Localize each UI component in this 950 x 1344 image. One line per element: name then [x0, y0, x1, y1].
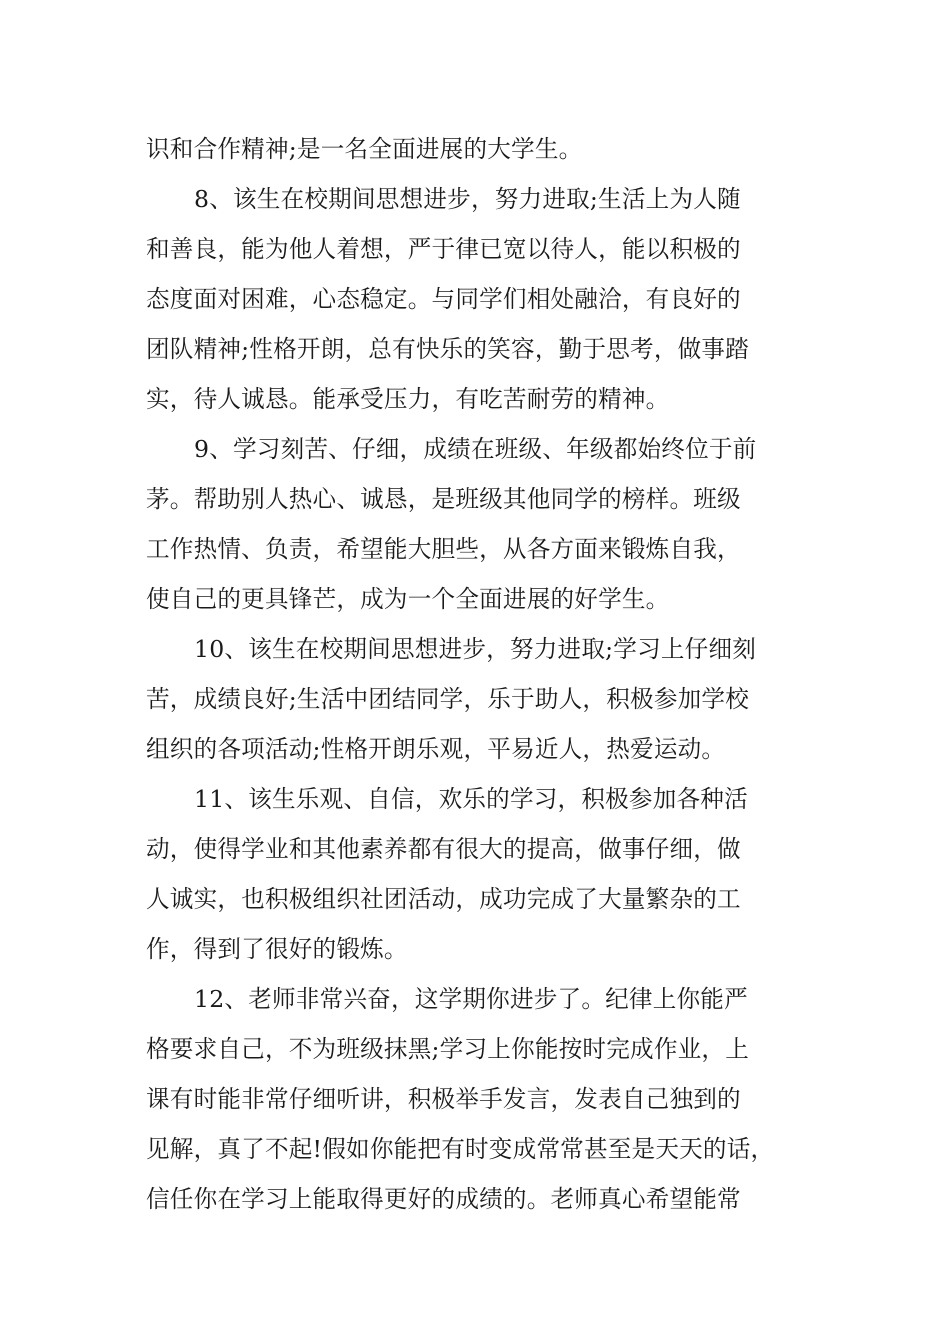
text-line: 和善良，能为他人着想，严于律已宽以待人，能以积极的 [146, 235, 741, 263]
text-line: 10、该生在校期间思想进步，努力进取;学习上仔细刻 [194, 635, 757, 663]
text-line: 格要求自己，不为班级抹黑;学习上你能按时完成作业，上 [146, 1035, 749, 1063]
text-line: 12、老师非常兴奋，这学期你进步了。纪律上你能严 [194, 985, 748, 1013]
document-body [146, 124, 816, 1224]
text-line: 9、学习刻苦、仔细，成绩在班级、年级都始终位于前 [194, 435, 757, 463]
text-line: 态度面对困难，心态稳定。与同学们相处融洽，有良好的 [146, 285, 741, 313]
text-line: 使自己的更具锋芒，成为一个全面进展的好学生。 [146, 585, 670, 613]
text-line: 11、该生乐观、自信，欢乐的学习，积极参加各种活 [194, 785, 748, 813]
text-line: 课有时能非常仔细听讲，积极举手发言，发表自己独到的 [146, 1085, 741, 1113]
text-line: 作，得到了很好的锻炼。 [146, 935, 408, 963]
text-line: 苦，成绩良好;生活中团结同学，乐于助人，积极参加学校 [146, 685, 749, 713]
text-line: 人诚实，也积极组织社团活动，成功完成了大量繁杂的工 [146, 885, 741, 913]
text-line: 8、该生在校期间思想进步，努力进取;生活上为人随 [194, 185, 741, 213]
text-line: 工作热情、负责，希望能大胆些，从各方面来锻炼自我， [146, 535, 741, 563]
text-line: 动，使得学业和其他素养都有很大的提高，做事仔细，做 [146, 835, 741, 863]
text-line: 信任你在学习上能取得更好的成绩的。老师真心希望能常 [146, 1185, 741, 1213]
text-line: 识和合作精神;是一名全面进展的大学生。 [146, 135, 583, 163]
text-line: 组织的各项活动;性格开朗乐观，平易近人，热爱运动。 [146, 735, 726, 763]
text-line: 茅。帮助别人热心、诚恳，是班级其他同学的榜样。班级 [146, 485, 741, 513]
text-line: 见解，真了不起!假如你能把有时变成常常甚至是天天的话， [146, 1135, 775, 1163]
text-line: 团队精神;性格开朗，总有快乐的笑容，勤于思考，做事踏 [146, 335, 749, 363]
text-line: 实，待人诚恳。能承受压力，有吃苦耐劳的精神。 [146, 385, 670, 413]
